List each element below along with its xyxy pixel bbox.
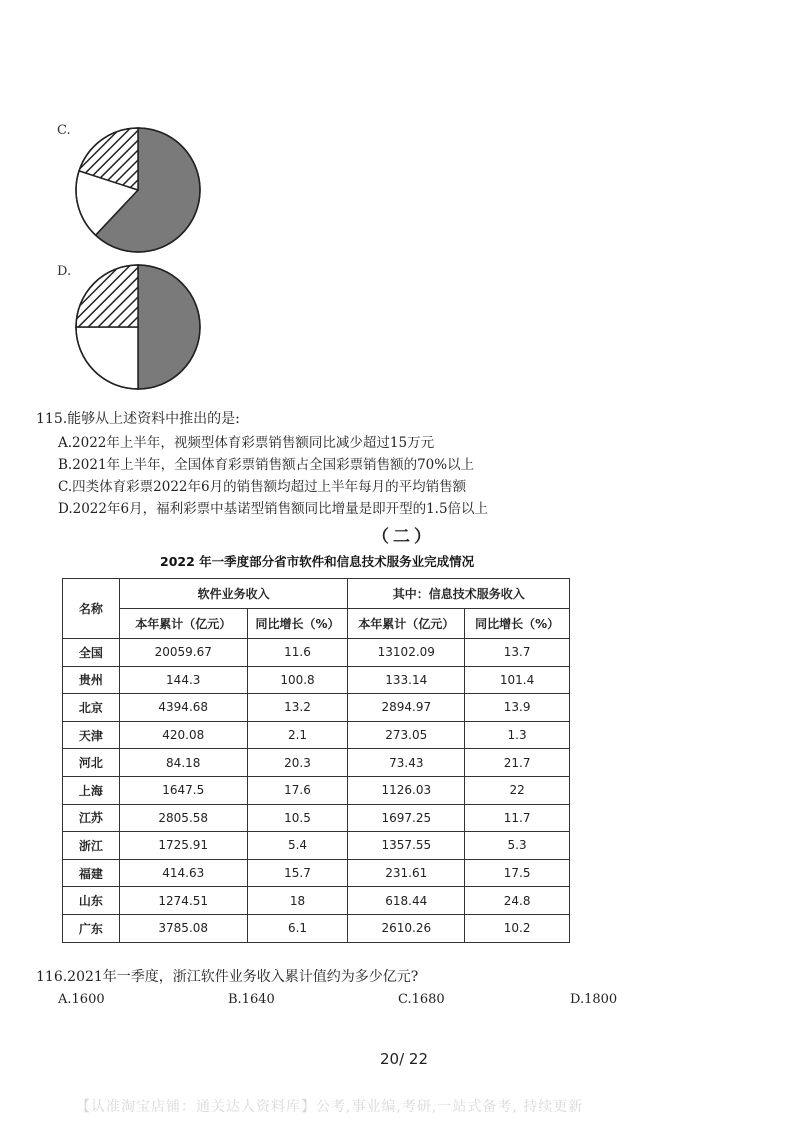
page-number: 20/ 22 [380, 1050, 428, 1068]
table-row [63, 804, 570, 832]
value-cell: 231.61 [348, 859, 465, 887]
table-row [63, 721, 570, 749]
value-cell: 13.9 [465, 694, 570, 722]
value-cell: 10.5 [247, 804, 348, 832]
header-name: 名称 [63, 579, 120, 639]
value-cell: 1357.55 [348, 832, 465, 860]
value-cell: 4394.68 [119, 694, 247, 722]
table-row [63, 914, 570, 942]
pie-slice-gray [138, 265, 200, 389]
value-cell: 84.18 [119, 749, 247, 777]
value-cell: 17.5 [465, 859, 570, 887]
question-115-option-c[interactable]: C.四类体育彩票2022年6月的销售额均超过上半年每月的平均销售额 [58, 479, 467, 495]
question-115-title: 115.能够从上述资料中推出的是: [36, 411, 240, 427]
value-cell: 1274.51 [119, 887, 247, 915]
value-cell: 13.7 [465, 639, 570, 667]
value-cell: 101.4 [465, 666, 570, 694]
value-cell: 20.3 [247, 749, 348, 777]
value-cell: 414.63 [119, 859, 247, 887]
value-cell: 1126.03 [348, 776, 465, 804]
value-cell: 1697.25 [348, 804, 465, 832]
question-115-option-d[interactable]: D.2022年6月，福利彩票中基诺型销售额同比增量是即开型的1.5倍以上 [58, 501, 489, 517]
value-cell: 15.7 [247, 859, 348, 887]
value-cell: 100.8 [247, 666, 348, 694]
value-cell: 6.1 [247, 914, 348, 942]
value-cell: 22 [465, 776, 570, 804]
table-row [63, 887, 570, 915]
option-c-label: C. [57, 123, 71, 138]
value-cell: 21.7 [465, 749, 570, 777]
subheader-growth: 同比增长（%） [247, 609, 348, 639]
question-116-option-c[interactable]: C.1680 [398, 992, 445, 1007]
value-cell: 273.05 [348, 721, 465, 749]
value-cell: 133.14 [348, 666, 465, 694]
value-cell: 13102.09 [348, 639, 465, 667]
pie-slice-white [76, 327, 138, 389]
region-name-cell: 上海 [63, 776, 120, 804]
value-cell: 3785.08 [119, 914, 247, 942]
region-name-cell: 山东 [63, 887, 120, 915]
table-row [63, 749, 570, 777]
value-cell: 1647.5 [119, 776, 247, 804]
subheader-growth: 同比增长（%） [465, 609, 570, 639]
table-row [63, 694, 570, 722]
value-cell: 73.43 [348, 749, 465, 777]
value-cell: 2805.58 [119, 804, 247, 832]
footer-watermark: 【认准淘宝店铺：通关达人资料库】公考,事业编,考研,一站式备考, 持续更新 [76, 1099, 584, 1115]
region-name-cell: 北京 [63, 694, 120, 722]
header-group-software: 软件业务收入 [119, 579, 348, 609]
question-116-option-d[interactable]: D.1800 [570, 992, 618, 1007]
value-cell: 18 [247, 887, 348, 915]
value-cell: 5.4 [247, 832, 348, 860]
value-cell: 1725.91 [119, 832, 247, 860]
value-cell: 2.1 [247, 721, 348, 749]
value-cell: 1.3 [465, 721, 570, 749]
option-d-label: D. [57, 264, 72, 279]
table-row [63, 639, 570, 667]
value-cell: 5.3 [465, 832, 570, 860]
region-name-cell: 江苏 [63, 804, 120, 832]
question-115-option-a[interactable]: A.2022年上半年，视频型体育彩票销售额同比减少超过15万元 [58, 435, 435, 451]
subheader-cumulative: 本年累计（亿元） [119, 609, 247, 639]
value-cell: 618.44 [348, 887, 465, 915]
pie-chart-option-d [73, 262, 203, 392]
pie-slice-hatch [76, 265, 138, 327]
region-name-cell: 全国 [63, 639, 120, 667]
region-name-cell: 贵州 [63, 666, 120, 694]
table-row [63, 832, 570, 860]
section-title: （二） [372, 527, 435, 547]
table-row [63, 776, 570, 804]
question-116-option-a[interactable]: A.1600 [58, 992, 105, 1007]
value-cell: 2610.26 [348, 914, 465, 942]
region-name-cell: 浙江 [63, 832, 120, 860]
table-row [63, 666, 570, 694]
region-name-cell: 河北 [63, 749, 120, 777]
subheader-cumulative: 本年累计（亿元） [348, 609, 465, 639]
value-cell: 10.2 [465, 914, 570, 942]
pie-chart-option-c [73, 125, 203, 255]
value-cell: 13.2 [247, 694, 348, 722]
question-116-title: 116.2021年一季度，浙江软件业务收入累计值约为多少亿元? [36, 969, 419, 985]
value-cell: 24.8 [465, 887, 570, 915]
region-name-cell: 福建 [63, 859, 120, 887]
header-group-it-service: 其中：信息技术服务收入 [348, 579, 570, 609]
value-cell: 20059.67 [119, 639, 247, 667]
question-116-option-b[interactable]: B.1640 [228, 992, 275, 1007]
data-table [62, 578, 570, 943]
region-name-cell: 天津 [63, 721, 120, 749]
value-cell: 17.6 [247, 776, 348, 804]
value-cell: 11.6 [247, 639, 348, 667]
question-115-option-b[interactable]: B.2021年上半年，全国体育彩票销售额占全国彩票销售额的70%以上 [58, 457, 475, 473]
value-cell: 11.7 [465, 804, 570, 832]
value-cell: 144.3 [119, 666, 247, 694]
value-cell: 2894.97 [348, 694, 465, 722]
table-row [63, 859, 570, 887]
table-body [63, 639, 570, 943]
region-name-cell: 广东 [63, 914, 120, 942]
value-cell: 420.08 [119, 721, 247, 749]
table-title: 2022 年一季度部分省市软件和信息技术服务业完成情况 [160, 554, 475, 569]
